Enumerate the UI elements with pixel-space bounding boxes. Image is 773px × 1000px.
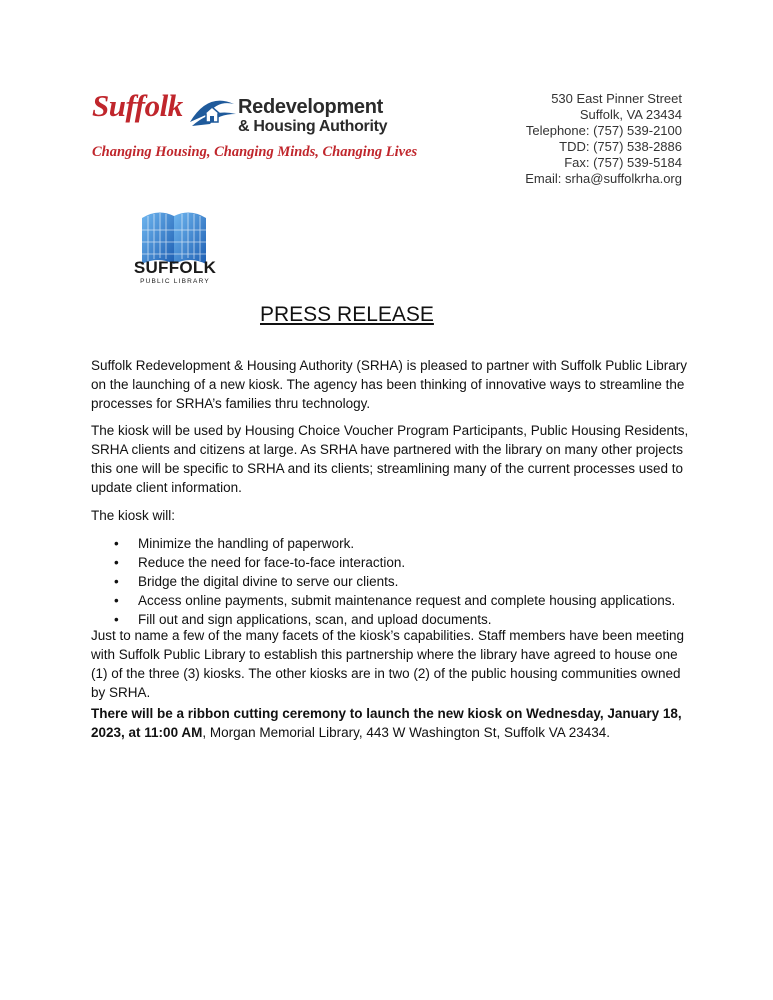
- paragraph-ceremony: [91, 704, 691, 742]
- bullet-icon: •: [114, 574, 119, 589]
- address-tdd: TDD: (757) 538-2886: [559, 139, 682, 154]
- bullet-icon: •: [114, 593, 119, 608]
- house-wave-icon: [188, 88, 238, 130]
- list-item: • Access online payments, submit maintenance request and complete housing applications.: [114, 593, 676, 608]
- org-name-line1: Redevelopment: [238, 96, 384, 118]
- address-street: 530 East Pinner Street: [551, 91, 682, 106]
- tagline: Changing Housing, Changing Minds, Changing Lives: [92, 144, 418, 160]
- brand-wordmark: Suffolk: [92, 88, 183, 123]
- list-item: • Minimize the handling of paperwork.: [114, 536, 355, 551]
- bullet-icon: •: [114, 612, 119, 627]
- paragraph-usage: The kiosk will be used by Housing Choice Voucher Program Participants, Public Housing Residents, SRHA clients and citizens at large. As SRHA have partnered with the library on many other projects this one will be specific to SRHA and its clients; streamlining many of the current processes used to update client information.: [91, 423, 689, 495]
- list-item: • Bridge the digital divine to serve our clients.: [114, 574, 399, 589]
- address-block: [525, 91, 682, 187]
- ceremony-location: , Morgan Memorial Library, 443 W Washington St, Suffolk VA 23434.: [202, 725, 611, 740]
- address-city: Suffolk, VA 23434: [579, 107, 682, 122]
- library-name: SUFFOLK: [133, 258, 217, 277]
- address-telephone: Telephone: (757) 539-2100: [525, 123, 682, 138]
- ceremony-announcement: There will be a ribbon cutting ceremony to launch the new kiosk on Wednesday, January 18, 2023, at 11:00 AM: [91, 706, 682, 740]
- paragraph-partnership: Just to name a few of the many facets of the kiosk’s capabilities. Staff members have been meeting with Suffolk Public Library to establish this partnership where the library have agreed to house one (1) of the three (3) kiosks. The other kiosks are in two (2) of the public housing communities owned by SRHA.: [91, 628, 685, 700]
- srha-logo: [88, 86, 418, 166]
- paragraph-kiosk-will: The kiosk will:: [91, 508, 176, 523]
- kiosk-features-list: [114, 534, 675, 629]
- list-item: • Fill out and sign applications, scan, and upload documents.: [114, 612, 492, 627]
- address-fax: Fax: (757) 539-5184: [564, 155, 682, 170]
- bullet-icon: •: [114, 536, 119, 551]
- address-email: Email: srha@suffolkrha.org: [525, 171, 682, 186]
- bullet-icon: •: [114, 555, 119, 570]
- paragraph-intro: Suffolk Redevelopment & Housing Authority (SRHA) is pleased to partner with Suffolk Public Library on the launching of a new kiosk. The agency has been thinking of innovative ways to streamline the processes for SRHA’s families thru technology.: [91, 358, 688, 411]
- page-title: PRESS RELEASE: [260, 303, 434, 326]
- library-logo: [120, 198, 230, 303]
- library-subtitle: PUBLIC LIBRARY: [140, 278, 210, 285]
- org-name-line2: & Housing Authority: [238, 118, 388, 135]
- list-item: • Reduce the need for face-to-face interaction.: [114, 555, 406, 570]
